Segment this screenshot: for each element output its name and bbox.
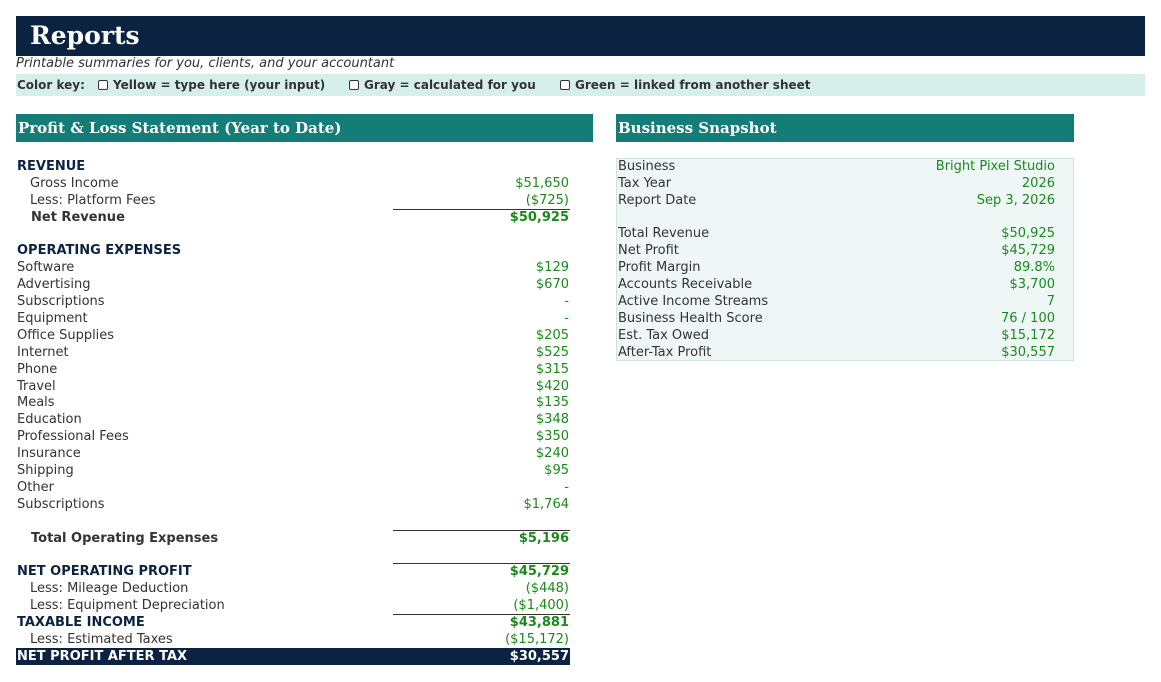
taxable-income-label: TAXABLE INCOME [17,615,145,630]
expense-label: Subscriptions [17,497,105,512]
expense-label: Subscriptions [17,294,105,309]
opex-heading-label: OPERATING EXPENSES [17,243,182,258]
color-key-yellow [98,74,325,96]
expense-value[interactable]: $240 [535,446,569,461]
expense-row[interactable] [16,462,570,479]
expense-row[interactable] [16,344,570,361]
expense-value[interactable]: $205 [535,328,569,343]
expense-value[interactable]: $315 [535,362,569,377]
net-revenue-value[interactable]: $50,925 [509,210,569,225]
snapshot-label: Est. Tax Owed [618,328,710,343]
snapshot-label: Total Revenue [618,226,710,241]
mileage-deduction-row[interactable] [16,580,570,597]
expense-value[interactable]: - [564,294,569,309]
net-profit-after-tax-label: NET PROFIT AFTER TAX [17,649,188,664]
snapshot-value[interactable]: $15,172 [1001,328,1055,343]
gross-income-row[interactable] [16,175,570,192]
snapshot-value[interactable]: 7 [1046,294,1055,309]
expense-label: Shipping [17,463,74,478]
expense-label: Internet [17,345,69,360]
color-key-green-label: Green = linked from another sheet [575,78,811,92]
expense-row[interactable] [16,310,570,327]
expense-label: Travel [17,379,56,394]
expense-value[interactable]: - [564,480,569,495]
platform-fees-row[interactable] [16,192,570,209]
checkbox-icon [560,80,570,90]
estimated-taxes-value[interactable]: ($15,172) [505,632,569,647]
depreciation-label: Less: Equipment Depreciation [30,598,225,613]
page-title: Reports [30,21,140,50]
expense-value[interactable]: - [564,311,569,326]
net-revenue-row[interactable] [16,209,570,226]
snapshot-label: Accounts Receivable [618,277,753,292]
gross-income-value[interactable]: $51,650 [515,176,569,191]
expense-label: Equipment [17,311,88,326]
snapshot-row[interactable] [617,327,1055,344]
expense-row[interactable] [16,259,570,276]
expense-row[interactable] [16,276,570,293]
snapshot-label: Active Income Streams [618,294,769,309]
color-key-gray-label: Gray = calculated for you [364,78,536,92]
expense-value[interactable]: $670 [535,277,569,292]
expense-value[interactable]: $350 [535,429,569,444]
expense-value[interactable]: $348 [535,412,569,427]
snapshot-row[interactable] [617,242,1055,259]
page-subtitle: Printable summaries for you, clients, and your accountant [16,56,395,71]
expense-row[interactable] [16,445,570,462]
snapshot-row[interactable] [617,293,1055,310]
expense-label: Software [17,260,75,275]
expense-label: Insurance [17,446,81,461]
expense-value[interactable]: $1,764 [523,497,569,512]
expense-row[interactable] [16,394,570,411]
snapshot-value[interactable]: $30,557 [1001,345,1055,360]
color-key-green [560,74,811,96]
color-key-label: Color key: [17,78,85,92]
depreciation-row[interactable] [16,597,570,614]
expense-row[interactable] [16,378,570,395]
expense-label: Other [17,480,54,495]
total-opex-row[interactable] [16,530,570,547]
snapshot-row[interactable] [617,225,1055,242]
snapshot-label: Net Profit [618,243,679,258]
color-key-gray [349,74,536,96]
snapshot-section-header: Business Snapshot [616,114,1074,142]
expense-row[interactable] [16,428,570,445]
snapshot-value[interactable]: Bright Pixel Studio [935,159,1055,174]
net-operating-profit-row[interactable] [16,563,570,580]
snapshot-value[interactable]: 76 / 100 [1001,311,1055,326]
snapshot-value[interactable]: $45,729 [1001,243,1055,258]
expense-row[interactable] [16,293,570,310]
snapshot-value[interactable]: 89.8% [1013,260,1055,275]
snapshot-label: Business [618,159,676,174]
expense-value[interactable]: $129 [535,260,569,275]
pl-section-header: Profit & Loss Statement (Year to Date) [16,114,593,142]
expense-label: Professional Fees [17,429,129,444]
expense-row[interactable] [16,361,570,378]
snapshot-row[interactable] [617,175,1055,192]
opex-heading [16,242,570,259]
platform-fees-label: Less: Platform Fees [30,193,156,208]
net-profit-after-tax-row[interactable] [16,648,570,665]
snapshot-value[interactable]: 2026 [1021,176,1055,191]
snapshot-row[interactable] [617,276,1055,293]
estimated-taxes-label: Less: Estimated Taxes [30,632,173,647]
snapshot-label: After-Tax Profit [618,345,712,360]
snapshot-row[interactable] [617,310,1055,327]
snapshot-row[interactable] [617,259,1055,276]
snapshot-row[interactable] [617,344,1055,361]
checkbox-icon [98,80,108,90]
mileage-deduction-value[interactable]: ($448) [525,581,569,596]
snapshot-row[interactable] [617,192,1055,209]
expense-label: Phone [17,362,58,377]
report-header [16,16,1145,56]
estimated-taxes-row[interactable] [16,631,570,648]
color-key-yellow-label: Yellow = type here (your input) [113,78,326,92]
expense-row[interactable] [16,479,570,496]
snapshot-label: Report Date [618,193,697,208]
gross-income-label: Gross Income [30,176,119,191]
total-opex-value[interactable]: $5,196 [518,531,569,546]
expense-value[interactable]: $525 [535,345,569,360]
revenue-heading-label: REVENUE [17,159,86,174]
snapshot-label: Profit Margin [618,260,701,275]
snapshot-label: Tax Year [618,176,672,191]
checkbox-icon [349,80,359,90]
expense-label: Office Supplies [17,328,115,343]
total-opex-label: Total Operating Expenses [31,531,219,546]
mileage-deduction-label: Less: Mileage Deduction [30,581,189,596]
platform-fees-value[interactable]: ($725) [525,193,569,208]
expense-value[interactable]: $135 [535,395,569,410]
depreciation-value[interactable]: ($1,400) [513,598,569,613]
expense-value[interactable]: $95 [544,463,569,478]
snapshot-row[interactable] [617,158,1055,175]
color-key-bar [16,74,1145,96]
snapshot-value[interactable]: Sep 3, 2026 [976,193,1055,208]
net-operating-profit-value[interactable]: $45,729 [509,564,569,579]
expense-row[interactable] [16,327,570,344]
snapshot-label: Business Health Score [618,311,763,326]
snapshot-value[interactable]: $50,925 [1001,226,1055,241]
expense-row[interactable] [16,411,570,428]
expense-row[interactable] [16,496,570,513]
net-profit-after-tax-value[interactable]: $30,557 [509,649,569,664]
revenue-heading [16,158,570,175]
net-operating-profit-label: NET OPERATING PROFIT [17,564,192,579]
expense-label: Meals [17,395,55,410]
snapshot-value[interactable]: $3,700 [1009,277,1055,292]
expense-label: Education [17,412,82,427]
expense-label: Advertising [17,277,91,292]
taxable-income-value[interactable]: $43,881 [509,615,569,630]
expense-value[interactable]: $420 [535,379,569,394]
taxable-income-row[interactable] [16,614,570,631]
net-revenue-label: Net Revenue [31,210,125,225]
